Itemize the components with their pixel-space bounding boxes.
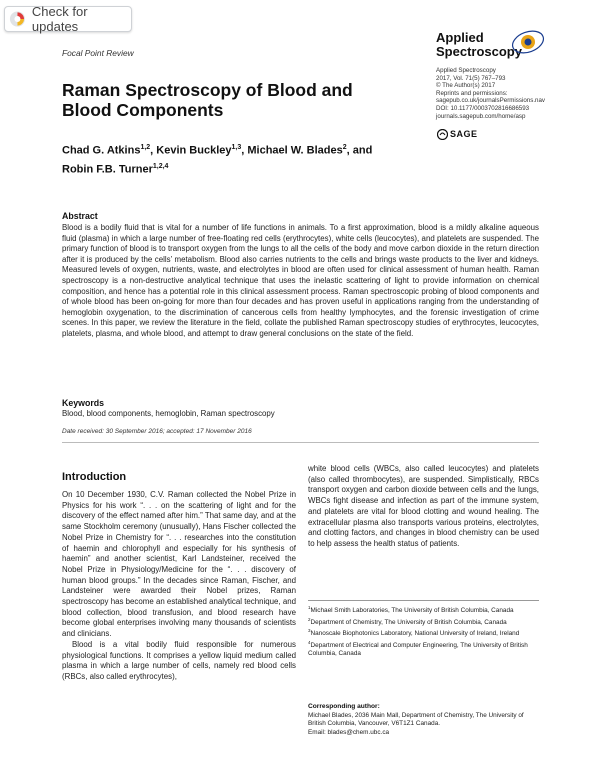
corresponding-author-heading: Corresponding author: xyxy=(308,703,380,710)
affiliation-item: $^3$Nanoscale Biophotonics Laboratory, National University of Ireland, Ireland xyxy=(308,628,520,638)
corresponding-author-details: Michael Blades, 2036 Main Mall, Department of Chemistry, The University of British Columbia, Vancouver, V6T1Z1 Canada. Email: blades@chem.ubc.ca xyxy=(308,712,524,736)
introduction-heading: Introduction xyxy=(62,471,127,483)
journal-name: Applied Spectroscopy xyxy=(436,30,522,59)
publisher-name: SAGE xyxy=(450,129,478,139)
abstract-heading: Abstract xyxy=(62,211,98,221)
keywords-heading: Keywords xyxy=(62,398,105,408)
affiliation-item: $^4$Department of Electrical and Computer Engineering, The University of British Columbia, Canada xyxy=(308,639,528,658)
footnote-divider xyxy=(308,600,539,601)
check-updates-label: Check for updates xyxy=(31,4,88,34)
affiliation-item: $^2$Department of Chemistry, The University of British Columbia, Canada xyxy=(308,616,507,626)
author-name[interactable]: Chad G. Atkins xyxy=(62,144,141,157)
article-title: Raman Spectroscopy of Blood and Blood Components xyxy=(62,80,353,120)
journal-metadata: Applied Spectroscopy 2017, Vol. 71(5) 767–793 © The Author(s) 2017 Reprints and permissions: sagepub.co.uk/journalsPermissions.nav DOI: 10.1177/0003702816686593 journals.sagepub.com/home/asp xyxy=(436,67,546,120)
section-label: Focal Point Review xyxy=(62,48,134,58)
affiliation-item: $^1$Michael Smith Laboratories, The University of British Columbia, Canada xyxy=(308,605,514,615)
check-updates-icon xyxy=(9,10,26,28)
sage-logo-icon xyxy=(437,129,448,140)
journal-logo-icon xyxy=(511,30,545,54)
author-list: Chad G. Atkins$^{1,2}$, Kevin Buckley$^{1,3}$, Michael W. Blades$^2$, and Robin F.B. Turner$^{1,2,4}$ xyxy=(62,144,373,176)
paragraph: Blood is a vital bodily fluid responsible for numerous physiological functions. It comprises a yellow liquid medium called plasma in which a large number of cells, namely red blood cells (RBCs, also called erythrocytes), xyxy=(62,639,296,681)
body-column-right xyxy=(308,464,539,550)
divider xyxy=(62,442,539,443)
body-column-left xyxy=(62,490,296,683)
author-name[interactable]: Michael W. Blades xyxy=(247,144,343,157)
paragraph: On 10 December 1930, C.V. Raman collected the Nobel Prize in Physics for his work “. . . on the scattering of light and for the discovery of the effect named after him.” That same day, and at the same Stockholm ceremony (unusually), Hans Fischer collected the Nobel Prize in Chemistry for “. . . researches into the constitution of haemin and chlorophyll and especially for his synthesis of haemin” and another scientist, Karl Landsteiner, received the Nobel Prize in Physiology/Medicine for the “. . . discovery of human blood groups.” In the decades since Raman, Fischer, and Landsteiner were awarded their Nobel prizes, Raman spectroscopy has become an established analytical technique, and blood collection, blood transfusion, and blood research have become global enterprises involving many thousands of scientists and clinicians. xyxy=(62,490,296,639)
paragraph: white blood cells (WBCs, also called leucocytes) and platelets (also called thrombocytes), are suspended. Simplistically, RBCs transport oxygen and carbon dioxide between cells and the lungs, WBCs fight disease and infection as part of the immune system, and platelets are vital for blood clotting and wound healing. The extracellular plasma also transports various proteins, electrolytes, and clotting factors, and changes in blood chemistry can be used to help assess the health status of patients. xyxy=(308,464,539,548)
keywords-text: Blood, blood components, hemoglobin, Raman spectroscopy xyxy=(62,409,275,418)
author-name[interactable]: Kevin Buckley xyxy=(156,144,232,157)
author-name[interactable]: Robin F.B. Turner xyxy=(62,163,153,176)
abstract-text: Blood is a bodily fluid that is vital for a number of life functions in animals. To a first approximation, blood is a mildly alkaline aqueous fluid (plasma) in which a large number of free-floating red cells (erythrocytes), white cells (leucocytes), and platelets are suspended. The primary function of blood is to transport oxygen from the lungs to all the cells of the body and move carbon dioxide in the return direction after it is produced by the cells’ metabolism. Blood also carries nutrients to the cells and brings waste products to the liver and kidneys. Measured levels of oxygen, nutrients, waste, and electrolytes in blood are often used for clinical assessment of human health. Raman spectroscopy is a non-destructive analytical technique that uses the inelastic scattering of light to provide information on chemical composition, and hence has a potential role in this clinical assessment process. Raman spectroscopic probing of blood components and of whole blood has been on-going for more than four decades and has proven useful in applications ranging from the understanding of hemoglobin oxygenation, to the discrimination of cancerous cells from healthy lymphocytes, and the forensic investigation of crime scenes. In this paper, we review the literature in the field, collate the published Raman spectroscopy studies of erythrocytes, leucocytes, platelets, plasma, and whole blood, and attempt to draw general conclusions on the state of the field. xyxy=(62,223,539,338)
check-for-updates-button[interactable] xyxy=(4,6,132,32)
affiliations xyxy=(308,604,539,659)
article-dates: Date received: 30 September 2016; accepted: 17 November 2016 xyxy=(62,428,252,435)
